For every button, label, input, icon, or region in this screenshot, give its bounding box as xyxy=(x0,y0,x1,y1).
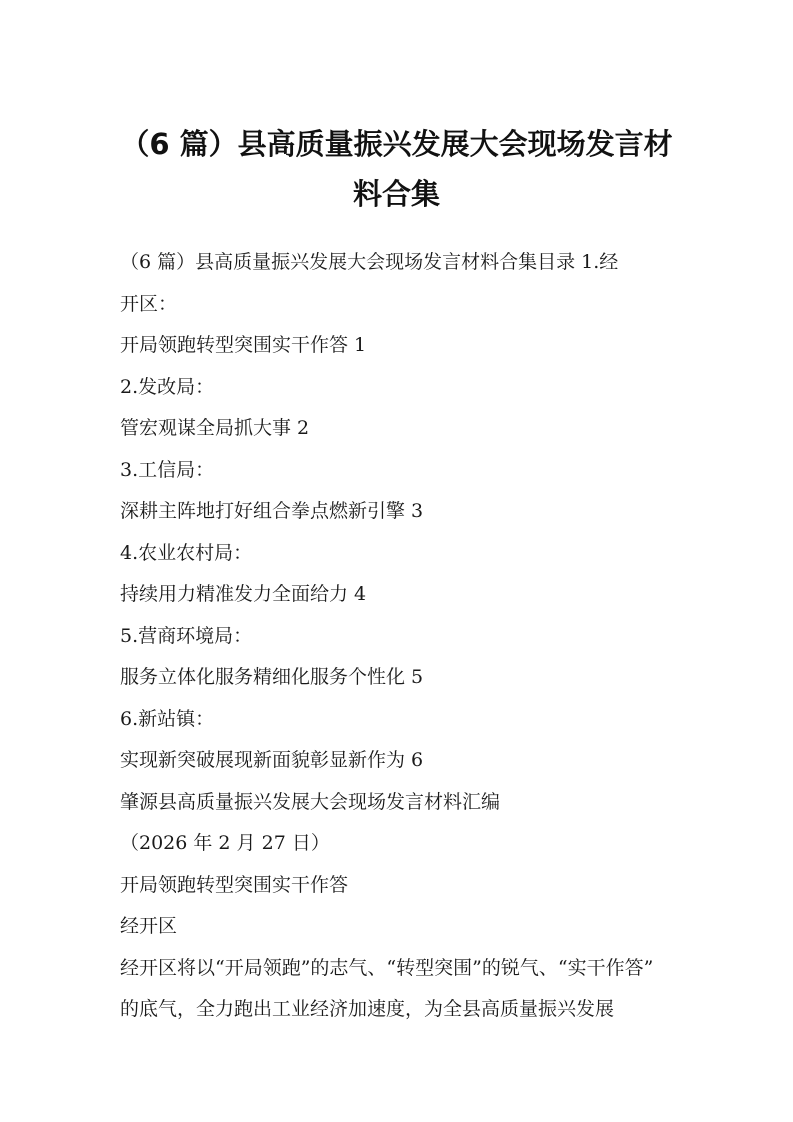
compilation-heading: 肇源县高质量振兴发展大会现场发言材料汇编 xyxy=(120,791,501,813)
toc-item-4-title: 持续用力精准发力全面给力 4 xyxy=(120,583,367,605)
toc-item-2-unit: 2.发改局： xyxy=(120,376,215,398)
toc-item-3-title: 深耕主阵地打好组合拳点燃新引擎 3 xyxy=(120,500,424,522)
toc-item-6-title: 实现新突破展现新面貌彰显新作为 6 xyxy=(120,749,424,771)
toc-item-4-unit: 4.农业农村局： xyxy=(120,542,253,564)
body-paragraph-line-2: 的底气，全力跑出工业经济加速度，为全县高质量振兴发展 xyxy=(120,998,615,1020)
toc-item-1-title: 开局领跑转型突围实干作答 1 xyxy=(120,334,367,356)
toc-item-2-title: 管宏观谋全局抓大事 2 xyxy=(120,417,310,439)
toc-item-5-title: 服务立体化服务精细化服务个性化 5 xyxy=(120,666,424,688)
document-title-line-1: （6 篇）县高质量振兴发展大会现场发言材 xyxy=(120,127,673,161)
toc-item-3-unit: 3.工信局： xyxy=(120,459,215,481)
compilation-date: （2026 年 2 月 27 日） xyxy=(120,832,330,854)
section-title: 开局领跑转型突围实干作答 xyxy=(120,874,349,896)
toc-item-6-unit: 6.新站镇： xyxy=(120,708,215,730)
section-author: 经开区 xyxy=(120,915,178,937)
toc-item-5-unit: 5.营商环境局： xyxy=(120,625,253,647)
toc-intro-line: （6 篇）县高质量振兴发展大会现场发言材料合集目录 1.经 xyxy=(120,251,619,273)
body-paragraph-line-1: 经开区将以“开局领跑”的志气、“转型突围”的锐气、“实干作答” xyxy=(120,957,654,979)
document-title-line-2: 料合集 xyxy=(352,177,440,211)
toc-item-1-unit: 开区： xyxy=(120,293,178,315)
